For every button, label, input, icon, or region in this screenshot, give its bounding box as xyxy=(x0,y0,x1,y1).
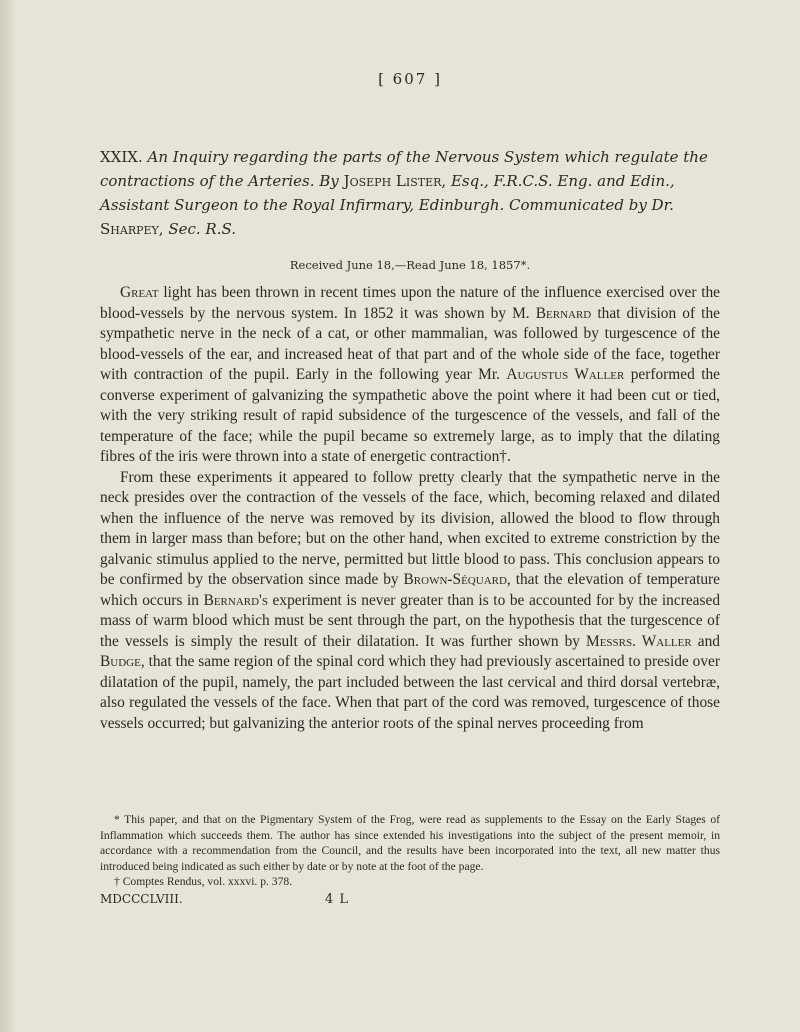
title-text: An Inquiry regarding the parts of the Nervous System which regulate the contractions of the Arteries. By xyxy=(100,148,708,190)
text-run: , that the same region of the spinal cord which they had previously ascertained to preside over dilatation of the pupil, namely, the part included between the last cervical and third dorsal vertebræ, also regulated the vessels of the face. When that part of the cord was removed, turgescence of those vessels occurred; but galvanizing the anterior roots of the spinal nerves proceeding from xyxy=(100,653,720,732)
author-credentials: Esq., F.R.C.S. Eng. and Edin., Assistant Surgeon to the Royal Infirmary, Edinburgh. Communicated by Dr. xyxy=(100,172,675,214)
text-run: , that the elevation of temperature which occurs in xyxy=(100,571,720,609)
volume-mark: MDCCCLVIII. xyxy=(100,892,183,906)
communicator-name: Sharpey, xyxy=(100,220,164,238)
text-run: experiment is never greater than is to be accounted for by the increased mass of warm blood which must be sent through the part, on the hypothesis that the turgescence of the vessels is simply the result of their dilatation. It was further shown by xyxy=(100,591,721,650)
paragraph-2 xyxy=(100,468,720,735)
cited-name: Bernard xyxy=(535,304,592,322)
book-spine-shadow xyxy=(0,0,14,1032)
text-run: and xyxy=(691,632,720,650)
paragraph-1 xyxy=(100,283,720,468)
footnote-1: * This paper, and that on the Pigmentary System of the Frog, were read as supplements to the Essay on the Early Stages of Inflammation which succeeds them. The author has since extended his investigations into the subject of the present memoir, in accordance with a recommendation from the Council, and the results have been incorporated into the text, all new matter thus introduced being indicated as such either by date or by note at the foot of the page. xyxy=(100,813,720,873)
article-number: XXIX. xyxy=(100,148,143,166)
cited-name: Augustus Waller xyxy=(506,366,625,383)
page-number: [ 607 ] xyxy=(378,70,442,88)
received-date-line: Received June 18,—Read June 18, 1857*. xyxy=(289,258,531,272)
footnote-2: † Comptes Rendus, vol. xxxvi. p. 378. xyxy=(114,875,293,888)
article-title xyxy=(100,145,720,241)
opening-word: Great xyxy=(120,284,159,301)
cited-name: Brown-Séquard xyxy=(403,571,507,588)
cited-name: Messrs. Waller xyxy=(586,632,692,650)
text-run: light has been thrown in recent times upon the nature of the influence exercised over the blood-vessels by the nervous system. In 1852 it was shown by M. xyxy=(100,284,720,322)
communicator-role: Sec. R.S. xyxy=(168,220,237,238)
leaf-signature: 4 L xyxy=(325,892,350,907)
body-text xyxy=(100,283,720,734)
text-run: performed the converse experiment of galvanizing the sympathetic above the point where it had been cut or tied, with the very striking result of rapid subsidence of the turgescence of the vessels, and fall of the temperature of the face; while the pupil became so extremely large, as to imply that the dilating fibres of the iris were thrown into a state of energetic contraction†. xyxy=(100,366,720,465)
footnotes xyxy=(100,812,720,890)
text-run: that division of the sympathetic nerve in the neck of a cat, or other mammalian, was followed by turgescence of the blood-vessels of the ear, and increased heat of that part and of the whole side of the face, together with contraction of the pupil. Early in the following year Mr. xyxy=(100,304,720,383)
cited-name: Bernard's xyxy=(203,591,268,609)
cited-name: Budge xyxy=(100,653,141,670)
author-name: Joseph Lister, xyxy=(343,172,447,190)
text-run: From these experiments it appeared to follow pretty clearly that the sympathetic nerve in the neck presides over the contraction of the vessels of the face, which, becoming relaxed and dilated when the influence of the nerve was removed by its division, allowed the blood to flow through them in larger mass than before; but on the other hand, when excited to extreme constriction by the galvanic stimulus applied to the nerve, permitted but little blood to pass. This conclusion appears to be confirmed by the observation since made by xyxy=(100,468,720,588)
